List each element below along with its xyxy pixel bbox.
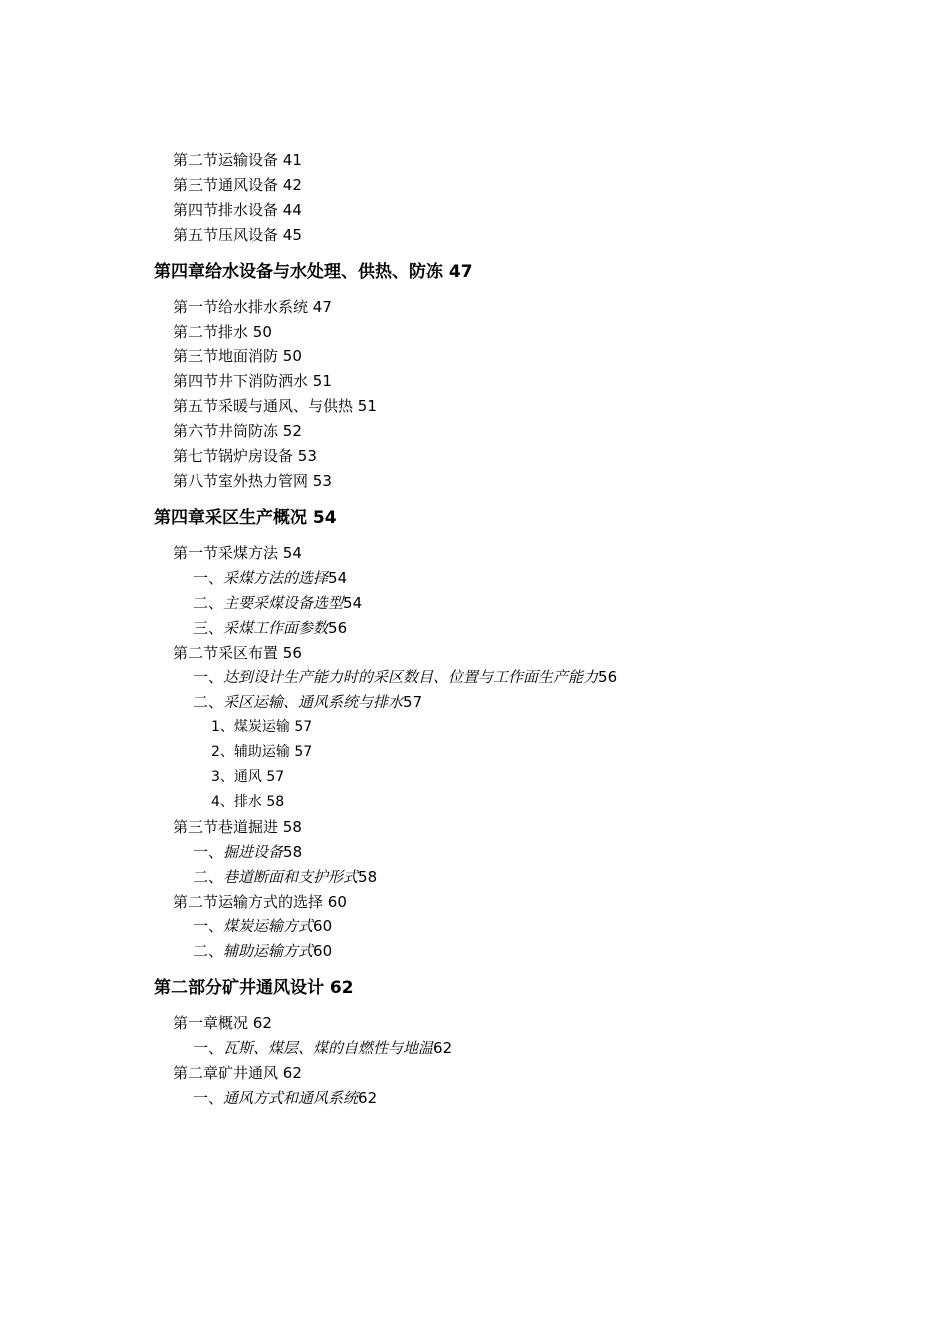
toc-entry-number: 一、: [193, 1089, 224, 1107]
toc-page-number: 60: [313, 917, 333, 936]
toc-entry-title: 第二节排水: [173, 322, 249, 341]
toc-section-entry[interactable]: [0, 419, 950, 444]
toc-entry-title: 瓦斯、煤层、煤的自燃性与地温: [223, 1039, 434, 1058]
toc-page-number: 53: [312, 471, 332, 490]
toc-entry-number: 一、: [193, 668, 224, 687]
toc-page-number: 50: [282, 347, 302, 366]
toc-entry-number: 一、: [193, 568, 224, 587]
toc-page-number: 44: [282, 200, 302, 219]
toc-entry-title: 第一章概况: [173, 1014, 249, 1033]
toc-entry-title: 达到设计生产能力时的采区数目、位置与工作面生产能力: [223, 668, 599, 687]
toc-item-entry[interactable]: [0, 790, 950, 815]
toc-page-number: 51: [312, 372, 332, 391]
toc-page-number: 47: [448, 261, 473, 282]
toc-section-entry[interactable]: [0, 444, 950, 469]
toc-section-entry[interactable]: [0, 641, 950, 666]
toc-entry-number: 二、: [193, 593, 224, 612]
toc-entry-title: 第三节巷道掘进: [173, 817, 279, 836]
toc-page-number: 47: [312, 297, 332, 316]
toc-entry-title: 第三节通风设备: [173, 175, 279, 194]
toc-entry-title: 掘进设备: [223, 842, 284, 861]
toc-entry-title: 通风方式和通风系统: [223, 1089, 359, 1107]
toc-entry-title: 第四节井下消防洒水: [173, 372, 309, 391]
toc-subsection-entry[interactable]: [0, 939, 950, 964]
toc-section-entry[interactable]: [0, 815, 950, 840]
toc-entry-title: 第二章矿井通风: [173, 1064, 279, 1083]
toc-page-number: 57: [266, 769, 285, 786]
toc-page-number: 41: [282, 151, 302, 169]
toc-entry-number: 一、: [193, 842, 224, 861]
toc-entry-title: 第一节给水排水系统: [173, 297, 309, 316]
toc-entry-number: 三、: [193, 618, 224, 637]
toc-page-number: 58: [358, 867, 378, 886]
toc-page-number: 56: [598, 668, 618, 687]
toc-subsection-entry[interactable]: [0, 1086, 950, 1111]
toc-entry-title: 1、煤炭运输: [211, 719, 290, 736]
toc-entry-number: 一、: [193, 917, 224, 936]
toc-page-number: 62: [329, 978, 354, 999]
toc-entry-number: 二、: [193, 942, 224, 961]
toc-chapter-entry[interactable]: [0, 507, 950, 529]
toc-page-number: 60: [327, 892, 347, 911]
toc-item-entry[interactable]: [0, 715, 950, 740]
toc-page-number: 62: [433, 1039, 453, 1058]
toc-entry-title: 第三节地面消防: [173, 347, 279, 366]
toc-section-entry[interactable]: [0, 890, 950, 915]
toc-chapter-entry[interactable]: [0, 977, 950, 999]
toc-entry-title: 第二节采区布置: [173, 643, 279, 662]
toc-entry-title: 第四章采区生产概况: [154, 507, 307, 528]
toc-section-entry[interactable]: [0, 320, 950, 345]
toc-entry-title: 主要采煤设备选型: [223, 593, 344, 612]
toc-entry-title: 4、排水: [211, 793, 262, 810]
toc-entry-title: 辅助运输方式: [223, 942, 314, 961]
toc-section-entry[interactable]: [0, 394, 950, 419]
toc-page-number: 53: [297, 447, 317, 466]
toc-page-number: 56: [328, 618, 348, 637]
toc-subsection-entry[interactable]: [0, 1036, 950, 1061]
toc-entry-title: 第五节压风设备: [173, 225, 279, 244]
toc-page-number: 50: [252, 322, 272, 341]
toc-entry-number: 二、: [193, 693, 224, 712]
toc-section-entry[interactable]: [0, 344, 950, 369]
toc-page-number: 60: [313, 942, 333, 961]
toc-page-number: 51: [357, 397, 377, 416]
toc-entry-number: 二、: [193, 867, 224, 886]
toc-subsection-entry[interactable]: [0, 840, 950, 865]
toc-section-entry[interactable]: [0, 198, 950, 223]
toc-page-number: 54: [328, 568, 348, 587]
toc-page-number: 42: [282, 175, 302, 194]
table-of-contents: [0, 148, 950, 1111]
toc-page-number: 58: [266, 793, 285, 810]
toc-page-number: 45: [282, 225, 302, 244]
toc-entry-title: 煤炭运输方式: [223, 917, 314, 936]
toc-section-entry[interactable]: [0, 173, 950, 198]
toc-entry-title: 第七节锅炉房设备: [173, 447, 294, 466]
toc-section-entry[interactable]: [0, 369, 950, 394]
toc-page-number: 62: [358, 1089, 378, 1107]
toc-subsection-entry[interactable]: [0, 865, 950, 890]
toc-page-number: 62: [282, 1064, 302, 1083]
toc-entry-number: 一、: [193, 1039, 224, 1058]
toc-section-entry[interactable]: [0, 469, 950, 494]
toc-entry-title: 2、辅助运输: [211, 744, 290, 761]
toc-subsection-entry[interactable]: [0, 914, 950, 939]
toc-entry-title: 巷道断面和支护形式: [223, 867, 359, 886]
toc-entry-title: 3、通风: [211, 769, 262, 786]
toc-entry-title: 第二部分矿井通风设计: [154, 978, 324, 999]
toc-page-number: 57: [294, 719, 313, 736]
toc-entry-title: 采煤工作面参数: [223, 618, 329, 637]
toc-entry-title: 第二节运输设备: [173, 151, 279, 169]
toc-entry-title: 采煤方法的选择: [223, 568, 329, 587]
toc-subsection-entry[interactable]: [0, 591, 950, 616]
toc-page-number: 54: [282, 543, 302, 562]
toc-page-number: 57: [403, 693, 423, 712]
toc-chapter-entry[interactable]: [0, 261, 950, 283]
toc-section-entry[interactable]: [0, 223, 950, 248]
toc-page-number: 58: [282, 817, 302, 836]
toc-entry-title: 第一节采煤方法: [173, 543, 279, 562]
toc-section-entry[interactable]: [0, 541, 950, 566]
toc-page-number: 52: [282, 422, 302, 441]
toc-entry-title: 第八节室外热力管网: [173, 471, 309, 490]
toc-page-number: 54: [312, 507, 337, 528]
toc-subsection-entry[interactable]: [0, 566, 950, 591]
toc-subsection-entry[interactable]: [0, 616, 950, 641]
toc-subsection-entry[interactable]: [0, 690, 950, 715]
toc-section-entry[interactable]: [0, 148, 950, 173]
toc-page-number: 56: [282, 643, 302, 662]
toc-page-number: 54: [343, 593, 363, 612]
toc-section-entry[interactable]: [0, 295, 950, 320]
toc-entry-title: 第六节井筒防冻: [173, 422, 279, 441]
toc-entry-title: 第五节采暖与通风、与供热: [173, 397, 354, 416]
toc-section-entry[interactable]: [0, 1011, 950, 1036]
toc-entry-title: 第四章给水设备与水处理、供热、防冻: [154, 261, 443, 282]
toc-entry-title: 采区运输、通风系统与排水: [223, 693, 404, 712]
toc-page-number: 57: [294, 744, 313, 761]
toc-entry-title: 第二节运输方式的选择: [173, 892, 324, 911]
toc-section-entry[interactable]: [0, 1061, 950, 1086]
toc-entry-title: 第四节排水设备: [173, 200, 279, 219]
toc-subsection-entry[interactable]: [0, 665, 950, 690]
toc-item-entry[interactable]: [0, 765, 950, 790]
toc-page-number: 58: [283, 842, 303, 861]
toc-page-number: 62: [252, 1014, 272, 1033]
toc-item-entry[interactable]: [0, 740, 950, 765]
